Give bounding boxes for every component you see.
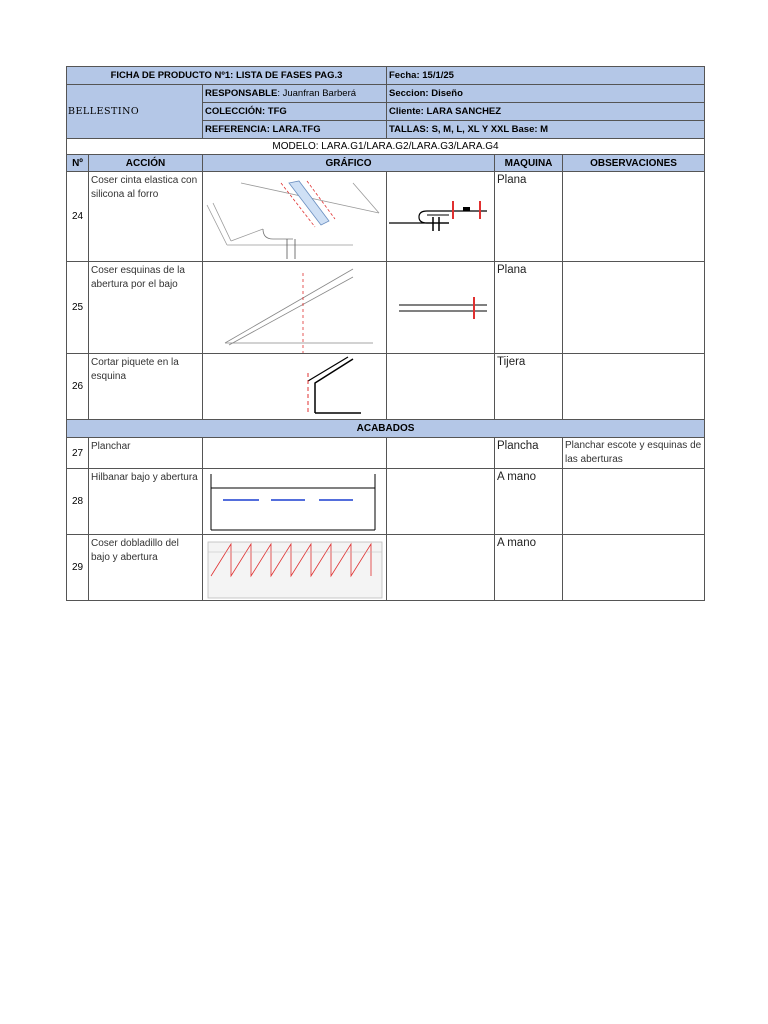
graphic-cell-detail — [387, 438, 495, 469]
graphic-cell — [203, 172, 387, 262]
referencia-field: REFERENCIA: LARA.TFG — [203, 121, 387, 139]
table-row — [67, 262, 705, 354]
col-num: Nº — [67, 155, 89, 172]
row-num: 26 — [67, 354, 89, 420]
row-observaciones — [563, 172, 705, 262]
row-observaciones — [563, 262, 705, 354]
tallas-field: TALLAS: S, M, L, XL Y XXL Base: M — [387, 121, 705, 139]
table-row — [67, 535, 705, 601]
row-num: 24 — [67, 172, 89, 262]
graphic-cell-detail — [387, 354, 495, 420]
hem-stitch-diagram — [203, 536, 387, 600]
row-observaciones — [563, 535, 705, 601]
row-observaciones — [563, 469, 705, 535]
row-accion: Hilbanar bajo y abertura — [89, 469, 203, 535]
graphic-cell — [203, 262, 387, 354]
col-maquina: MAQUINA — [495, 155, 563, 172]
notch-cut-diagram — [203, 355, 387, 419]
coleccion-field: COLECCIÓN: TFG — [203, 103, 387, 121]
row-accion: Cortar piquete en la esquina — [89, 354, 203, 420]
col-grafico: GRÁFICO — [203, 155, 495, 172]
graphic-cell — [203, 469, 387, 535]
product-sheet — [66, 66, 704, 601]
row-maquina: A mano — [495, 535, 563, 601]
phases-table — [66, 66, 705, 601]
cliente-field: Cliente: LARA SANCHEZ — [387, 103, 705, 121]
table-row — [67, 438, 705, 469]
responsable-label: RESPONSABLE — [205, 88, 278, 99]
row-maquina: Tijera — [495, 354, 563, 420]
graphic-cell-detail — [387, 262, 495, 354]
table-row — [67, 172, 705, 262]
section-acabados: ACABADOS — [67, 420, 705, 438]
basting-diagram — [203, 470, 387, 534]
row-accion: Coser dobladillo del bajo y abertura — [89, 535, 203, 601]
brand-logo: BELLESTINO — [67, 85, 203, 139]
seam-section-diagram — [387, 173, 495, 261]
row-observaciones — [563, 354, 705, 420]
fecha-field: Fecha: 15/1/25 — [387, 67, 705, 85]
graphic-cell-detail — [387, 469, 495, 535]
responsable-value: : Juanfran Barberá — [277, 88, 357, 99]
graphic-cell-detail — [387, 535, 495, 601]
graphic-cell — [203, 438, 387, 469]
row-maquina: Plancha — [495, 438, 563, 469]
graphic-cell — [203, 535, 387, 601]
row-num: 29 — [67, 535, 89, 601]
responsable-field — [203, 85, 387, 103]
row-observaciones: Planchar escote y esquinas de las aberturas — [563, 438, 705, 469]
graphic-cell — [203, 354, 387, 420]
table-row — [67, 469, 705, 535]
elastic-tape-diagram — [203, 173, 387, 261]
seccion-field: Seccion: Diseño — [387, 85, 705, 103]
row-maquina: Plana — [495, 172, 563, 262]
corner-seam-section — [387, 263, 495, 353]
col-observaciones: OBSERVACIONES — [563, 155, 705, 172]
row-maquina: Plana — [495, 262, 563, 354]
row-accion: Coser esquinas de la abertura por el bajo — [89, 262, 203, 354]
row-accion: Planchar — [89, 438, 203, 469]
graphic-cell-detail — [387, 172, 495, 262]
table-row — [67, 354, 705, 420]
row-num: 27 — [67, 438, 89, 469]
col-accion: ACCIÓN — [89, 155, 203, 172]
row-num: 25 — [67, 262, 89, 354]
row-accion: Coser cinta elastica con silicona al forro — [89, 172, 203, 262]
corner-seam-diagram — [203, 263, 387, 353]
modelo-field: MODELO: LARA.G1/LARA.G2/LARA.G3/LARA.G4 — [67, 139, 705, 155]
row-maquina: A mano — [495, 469, 563, 535]
row-num: 28 — [67, 469, 89, 535]
sheet-title: FICHA DE PRODUCTO Nº1: LISTA DE FASES PAG.3 — [67, 67, 387, 85]
